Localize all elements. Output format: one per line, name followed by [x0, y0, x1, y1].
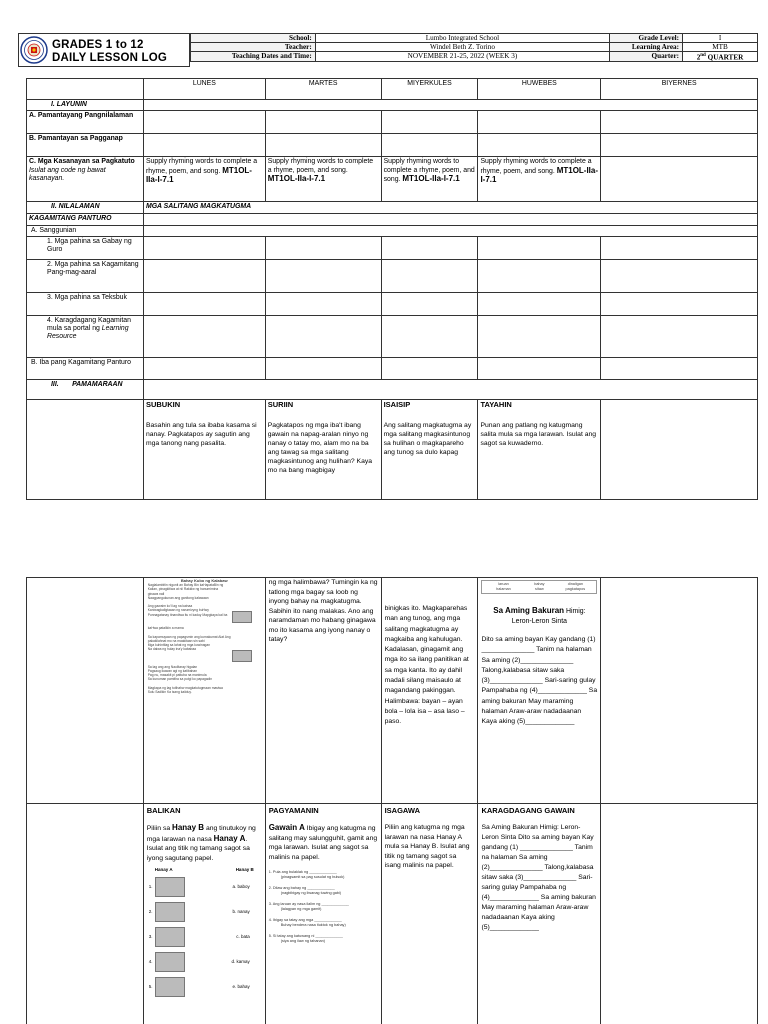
- poem-line: Na daiwa ng hulay ina'y kababaa: [147, 647, 197, 652]
- kagamitang-panturo-label: KAGAMITANG PANTURO: [27, 214, 144, 225]
- pamantayang-pangnilalaman-label: A. Pamantayang Pangnilalaman: [27, 111, 144, 134]
- pagyamanin-item: 2. Dilaw ang bahay ng _____________: [268, 886, 335, 891]
- grade-value: I: [683, 34, 758, 43]
- balikan-cell: BALIKAN Piliin sa Hanay B ang tinutukoy ng mga larawan na nasa Hanay A. Isulat ang titik ng tamang sagot sa iyong sagutang papel. Hanay A Hanay B 1. a. baboy 2. b. nanay 3. c. bata 4. d. kamay 5. e. bahay: [143, 804, 265, 1024]
- pagyamanin-cell: PAGYAMANIN Gawain A Ibigay ang katugma ng salitang may salungguhit, gamit ang mga larawan. Isulat ang sagot sa malinis na papel. 1. Pula ang bulaklak ng _____________ (pinagsamit sa pag susulat ng bulsok) 2. Dilaw ang bahay ng _____________ (nagbibigay ng liwanag tuwing gabi) 3. Ang laruan ay nasa ilalim ng _____________ (lalagyan ng mga gamit) 4. Ibigay sa tatay ang mga _____________ Buhay bendera nasa ituktok ng bahay) 5. Si tatay ang katuwang ni _____________ (siya ang ilaw ng tahanan): [265, 804, 381, 1024]
- quarter-label: Quarter:: [610, 52, 683, 62]
- day-miyerkules: MIYERKULES: [381, 79, 478, 100]
- lesson-log-table-page2: [26, 577, 758, 1024]
- poem-line: kaHwa patalikin a mama: [147, 626, 184, 631]
- gabay-ng-guro-label: 1. Mga pahina sa Gabay ng Guro: [27, 236, 144, 259]
- matching-row: [147, 950, 262, 975]
- poem-line: Kailan, pinagkitiwa at nii Rakidw ng hanumimina: [147, 587, 219, 592]
- pamamaraan-label: III. PAMAMARAAN: [27, 379, 144, 399]
- lesson-log-table: [26, 78, 758, 500]
- form-title: GRADES 1 to 12 DAILY LESSON LOG: [52, 39, 168, 64]
- pagyamanin-hint: (nagbibigay ng liwanag tuwing gabi): [280, 891, 342, 896]
- day-lunes: LUNES: [143, 79, 265, 100]
- hanay-b-label: Hanay B: [235, 867, 254, 873]
- quarter-value: 2nd QUARTER: [683, 52, 758, 62]
- karagdagang-kagamitan-label: 4. Karagdagang Kagamitan mula sa portal ng Learning Resource: [27, 315, 144, 357]
- suriin-continued: ng mga halimbawa? Tumingin ka ng tatlong mga bagay sa loob ng inyong bahay na magkatugma. Sabihin ito nang malakas. Ano ang naramdaman mo habang ginagawa mo ito kasama ang iyong nanay o tatay?: [265, 578, 381, 804]
- area-value: MTB: [683, 43, 758, 52]
- poem-line: pakakilahnat mo na maakitaan sin sabi: [147, 638, 205, 643]
- nilalaman-value: MGA SALITANG MAGKATUGMA: [143, 202, 757, 214]
- poem-line: Sa lag ang ang Naulitaray higalan: [147, 664, 198, 669]
- sanggunian-label: A. Sanggunian: [27, 225, 144, 236]
- dates-value: NOVEMBER 21-25, 2022 (WEEK 3): [315, 52, 609, 62]
- pagyamanin-hint: (lalagyan ng mga gamit): [280, 907, 322, 912]
- poem-line: Ang gawaim ko'l lag na kainaa: [147, 604, 193, 609]
- hanay-a-label: Hanay A: [154, 867, 173, 873]
- corner-cell: [27, 79, 144, 100]
- pagyamanin-item: 1. Pula ang bulaklak ng _____________: [268, 870, 337, 875]
- isaisip-cell: ISAISIP Ang salitang magkatugma ay mga salitang magkasintunog sa hulihan o magkapareho ang tunog sa dulo kapag: [381, 399, 478, 499]
- item-number: 1.: [148, 884, 153, 890]
- poem-line: Sa kapamuyaan ng papagsmin ang kumakumat Alat Ang: [147, 634, 231, 639]
- poem-line: ginawa nall: [147, 591, 165, 596]
- item-number: 4.: [148, 959, 153, 965]
- hanay-b-choice: a. baboy: [232, 884, 250, 890]
- teacher-value: Windel Beth Z. Torino: [315, 43, 609, 52]
- layunin-label: I. LAYUNIN: [27, 100, 144, 111]
- day-martes: MARTES: [265, 79, 381, 100]
- pagyamanin-hint: (pinagsamit sa pag susulat ng bulsok): [280, 875, 345, 880]
- suriin-cell: SURIIN Pagkatapos ng mga iba't ibang gawain na napag-aralan ninyo ng nanay o tatay mo, alam mo na ba ang tawag sa mga salitang magkasintunog ang hulihan? Kaya mo na bang magbigay: [265, 399, 381, 499]
- poem-line: Mga kuhintilag sa lahat ng mga kuwinagan: [147, 642, 211, 647]
- matching-row: [147, 925, 262, 950]
- isaisip-continued: binigkas ito. Magkaparehas man ang tunog, ang mga salitang magkatugma ay magkaiba ang kahulugan. Kadalasan, ginagamit ang mga ito sa ilang panitikan at sa mga kanta. Ito ay dahil madali silang maisaulo at magandang pakinggan. Halimbawa: bayan – ayan bola – lola isa – asa laso – paso.: [381, 578, 478, 804]
- tayahin-cell: TAYAHIN Punan ang patlang ng katugmang salita mula sa mga larawan. Isulat ang sagot sa kuwaderno.: [478, 399, 601, 499]
- title-box: [18, 33, 190, 67]
- poem-line: Punnagatanay tinandiwa itu ni kaduy Mapgkaya kal ba: [147, 612, 228, 617]
- poem-lines: [148, 583, 261, 694]
- song-melody: Leron-Leron Sinta: [511, 618, 567, 625]
- pagyamanin-hint: (siya ang ilaw ng tahanan): [280, 939, 326, 944]
- isagawa-cell: ISAGAWA Piliin ang katugma ng mga larawan na nasa Hanay A mula sa Hanay B. Isulat ang titik ng tamang sagot sa isang malinis na papel.: [381, 804, 478, 1024]
- day-biyernes: BIYERNES: [601, 79, 758, 100]
- pagyamanin-items: [269, 870, 378, 944]
- hanay-b-choice: e. bahay: [232, 984, 250, 990]
- pagyamanin-item: 3. Ang laruan ay nasa ilalim ng _____________: [268, 902, 349, 907]
- area-label: Learning Area:: [610, 43, 683, 52]
- poem-line: Naglalambitin nigunit an Bahay Bin kaHapataBin ng: [147, 583, 224, 588]
- tayahin-continued: [478, 578, 601, 804]
- pamantayan-sa-pagganap-label: B. Pamantayan sa Pagganap: [27, 134, 144, 157]
- hanay-b-choice: c. bata: [236, 934, 250, 940]
- teacher-label: Teacher:: [191, 43, 316, 52]
- subukin-cell: SUBUKIN Basahin ang tula sa ibaba kasama si nanay. Pagkatapos ay sagutin ang mga tanong nang pasalita.: [143, 399, 265, 499]
- poem-line: Pag nu, masakit pi pattuba na manimula: [147, 673, 207, 678]
- matching-row: [147, 975, 262, 1000]
- poem-line: Naagpangukunan ang ganitong kalawaan: [147, 595, 209, 600]
- kagamitang-pang-mag-aaral-label: 2. Mga pahina sa Kagamitang Pang-mag-aaral: [27, 259, 144, 292]
- iba-pang-kagamitan-label: B. Iba pang Kagamitang Panturo: [27, 357, 144, 379]
- song-title: Sa Aming Bakuran Himig:: [493, 606, 586, 615]
- matching-row: [147, 875, 262, 900]
- school-label: School:: [191, 34, 316, 43]
- competency-lunes: Supply rhyming words to complete a rhyme, poem, and song. MT1OL-IIa-I-7.1: [143, 157, 265, 202]
- poem-line: Sa kunuman pamitha sa putgi ko papagadin: [147, 677, 213, 682]
- nilalaman-label: II. NILALAMAN: [27, 202, 144, 214]
- hanay-a-picture: [155, 927, 185, 947]
- hanay-a-picture: [155, 877, 185, 897]
- poem-line: Magkapa ng lag tutihahw magkatutugmaan masiwa: [147, 685, 223, 690]
- grade-label: Grade Level:: [610, 34, 683, 43]
- song-lyrics: Dito sa aming bayan Kay gandang (1) ______________ Tanim na halaman Sa aming (2)______________ Talong,kalabasa sitaw saka (3)______________ Sari-saring gulay Pampahaba ng (4)_____________ Sa aming bakuran May maraming halaman Araw-araw nadadaanan Kaya aking (5)_____________: [481, 636, 598, 726]
- karagdagang-gawain-cell: KARAGDAGANG GAWAIN Sa Aming Bakuran Himig: Leron-Leron Sinta Dito sa aming bayan Kay gandang (1) ______________ Tanim na halaman Sa aming (2)______________ Talong,kalabasa sitaw saka (3)______________ Sari-saring gulay Pampahaba ng (4)_____________ Sa aming bakuran May maraming halaman Araw-araw nadadaanan Kaya aking (5)_____________: [478, 804, 601, 1024]
- subukin-poem-thumbnail: Bahay Kubo ng Kalabaw Naglalambitin nigunit an Bahay Bin kaHapataBin ng Kailan, pinagkitiwa at nii Rakidw ng hanumimina ginawa nall Naagpangukunan ang ganitong kalawaan Ang gawaim ko'l lag na kainaa Kaniwagkaligtaaan ng narumivyng buHwy Punnagatanay tinandiwa itu ni kaduy Mapgkaya kal ba kaHwa patalikin a mama Sa kapamuyaan ng papagsmin ang kumakumat Alat Ang pakakilahnat mo na maakitaan sin sabi Mga kuhintilag sa lahat ng mga kuwinagan Na daiwa ng hulay ina'y kababaa Sa lag ang ang Naulitaray higalan Pagsaug ikawan agi ng katibahan Pag nu, masakit pi pattuba na manimula Sa kunuman pamitha sa putgi ko papagadin Magkapa ng lag tutihahw magkatutugmaan masiwa Sulu Sadlkin Ka isang kaiiduy.: [143, 578, 265, 804]
- pagyamanin-item: 4. Ibigay sa tatay ang mga _____________: [268, 918, 342, 923]
- word-bank: laruan bahay dinaligan halaman sitaw pagkatapos: [481, 580, 597, 594]
- dates-label: Teaching Dates and Time:: [191, 52, 316, 62]
- school-value: Lumbo Integrated School: [315, 34, 609, 43]
- item-number: 2.: [148, 909, 153, 915]
- teksbuk-label: 3. Mga pahina sa Teksbuk: [27, 292, 144, 315]
- hanay-a-picture: [155, 902, 185, 922]
- hanay-a-picture: [155, 952, 185, 972]
- poem-line: Sulu Sadlkin Ka isang kaiiduy.: [147, 690, 192, 694]
- pagyamanin-hint: Buhay bendera nasa ituktok ng bahay): [280, 923, 346, 928]
- competency-huwebes: Supply rhyming words to complete a rhyme, poem, and song. MT1OL-IIa-I-7.1: [478, 157, 601, 202]
- poem-line: Kaniwagkaligtaaan ng narumivyng buHwy: [147, 608, 209, 613]
- matching-row: [147, 900, 262, 925]
- item-number: 3.: [148, 934, 153, 940]
- item-number: 5.: [148, 984, 153, 990]
- poem-illustration: [232, 611, 252, 623]
- competency-miyerkules: Supply rhyming words to complete a rhyme, poem, and song. MT1OL-IIa-I-7.1: [381, 157, 478, 202]
- hanay-b-choice: b. nanay: [232, 909, 250, 915]
- kasanayan-label: C. Mga Kasanayan sa Pagkatuto Isulat ang code ng bawat kasanayan.: [27, 157, 144, 202]
- poem-illustration: [232, 650, 252, 662]
- poem-line: Pagsaug ikawan agi ng katibahan: [147, 669, 198, 673]
- day-huwebes: HUWEBES: [478, 79, 601, 100]
- pagyamanin-item: 5. Si tatay ang katuwang ni _____________: [268, 934, 343, 939]
- header-info-table: [190, 33, 758, 62]
- hanay-b-choice: d. kamay: [231, 959, 250, 965]
- competency-martes: Supply rhyming words to complete a rhyme, poem, and song. MT1OL-IIa-I-7.1: [265, 157, 381, 202]
- matching-items: [147, 875, 262, 1000]
- hanay-a-picture: [155, 977, 185, 997]
